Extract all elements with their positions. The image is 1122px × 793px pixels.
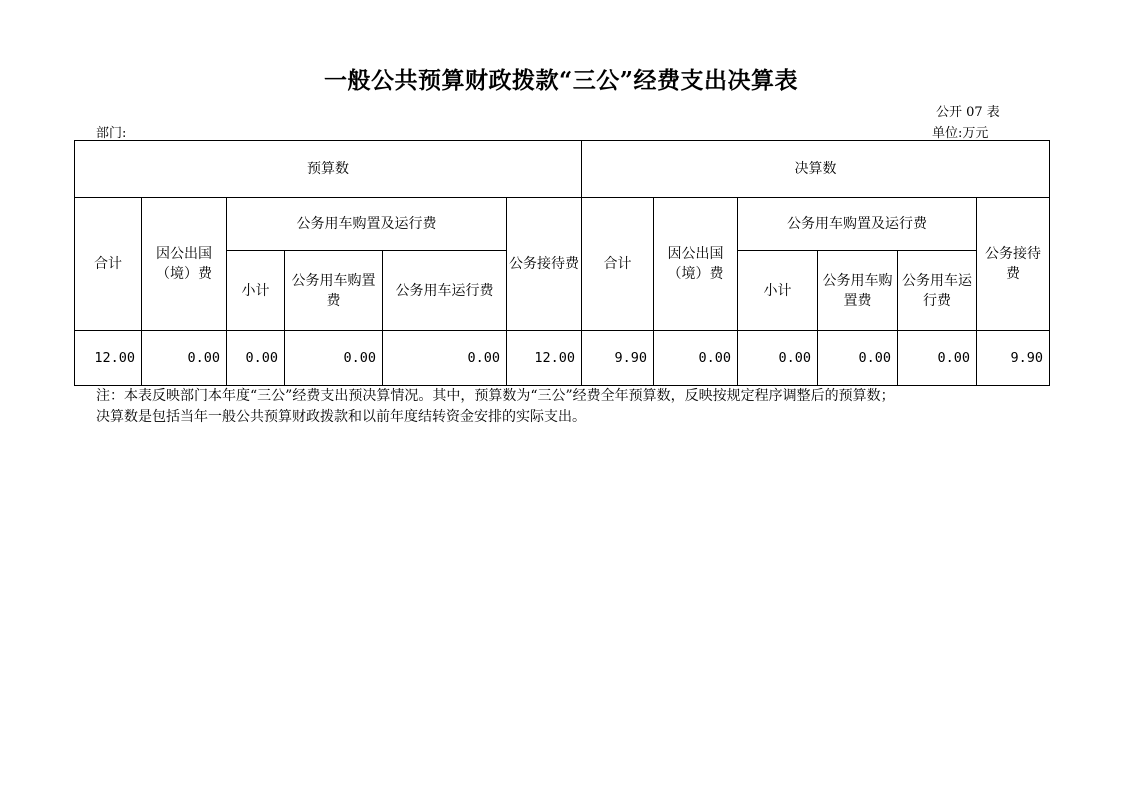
budget-vehicle-purchase-value: 0.00	[285, 331, 383, 386]
footnote-line-2: 决算数是包括当年一般公共预算财政拨款和以前年度结转资金安排的实际支出。	[96, 409, 586, 425]
budget-vehicle-purchase-header: 公务用车购置费	[285, 251, 383, 331]
final-reception-header: 公务接待费	[977, 198, 1050, 331]
final-abroad-value: 0.00	[654, 331, 738, 386]
budget-vehicle-operation-value: 0.00	[383, 331, 507, 386]
final-vehicle-operation-value: 0.00	[898, 331, 977, 386]
budget-reception-header: 公务接待费	[507, 198, 582, 331]
footnote	[96, 386, 1036, 428]
budget-vehicle-operation-header: 公务用车运行费	[383, 251, 507, 331]
budget-subtotal-value: 0.00	[227, 331, 285, 386]
final-vehicle-purchase-value: 0.00	[818, 331, 898, 386]
budget-reception-value: 12.00	[507, 331, 582, 386]
budget-subtotal-header: 小计	[227, 251, 285, 331]
budget-header: 预算数	[75, 141, 582, 198]
budget-abroad-value: 0.00	[142, 331, 227, 386]
budget-vehicle-group-header: 公务用车购置及运行费	[227, 198, 507, 251]
page-title: 一般公共预算财政拨款“三公”经费支出决算表	[324, 67, 798, 94]
final-subtotal-value: 0.00	[738, 331, 818, 386]
expenditure-table	[74, 140, 1050, 386]
budget-abroad-header: 因公出国（境）费	[142, 198, 227, 331]
budget-total-value: 12.00	[75, 331, 142, 386]
final-abroad-header: 因公出国（境）费	[654, 198, 738, 331]
final-vehicle-operation-header: 公务用车运行费	[898, 251, 977, 331]
final-vehicle-purchase-header: 公务用车购置费	[818, 251, 898, 331]
final-header: 决算数	[582, 141, 1050, 198]
footnote-line-1: 注：本表反映部门本年度“三公”经费支出预决算情况。其中，预算数为“三公”经费全年预算数，反映按规定程序调整后的预算数；	[96, 388, 895, 404]
final-vehicle-group-header: 公务用车购置及运行费	[738, 198, 977, 251]
unit-label: 单位:万元	[932, 126, 989, 141]
final-reception-value: 9.90	[977, 331, 1050, 386]
form-number: 公开 07 表	[936, 105, 1000, 120]
final-total-header: 合计	[582, 198, 654, 331]
final-subtotal-header: 小计	[738, 251, 818, 331]
department-label: 部门:	[96, 126, 127, 141]
budget-total-header: 合计	[75, 198, 142, 331]
final-total-value: 9.90	[582, 331, 654, 386]
